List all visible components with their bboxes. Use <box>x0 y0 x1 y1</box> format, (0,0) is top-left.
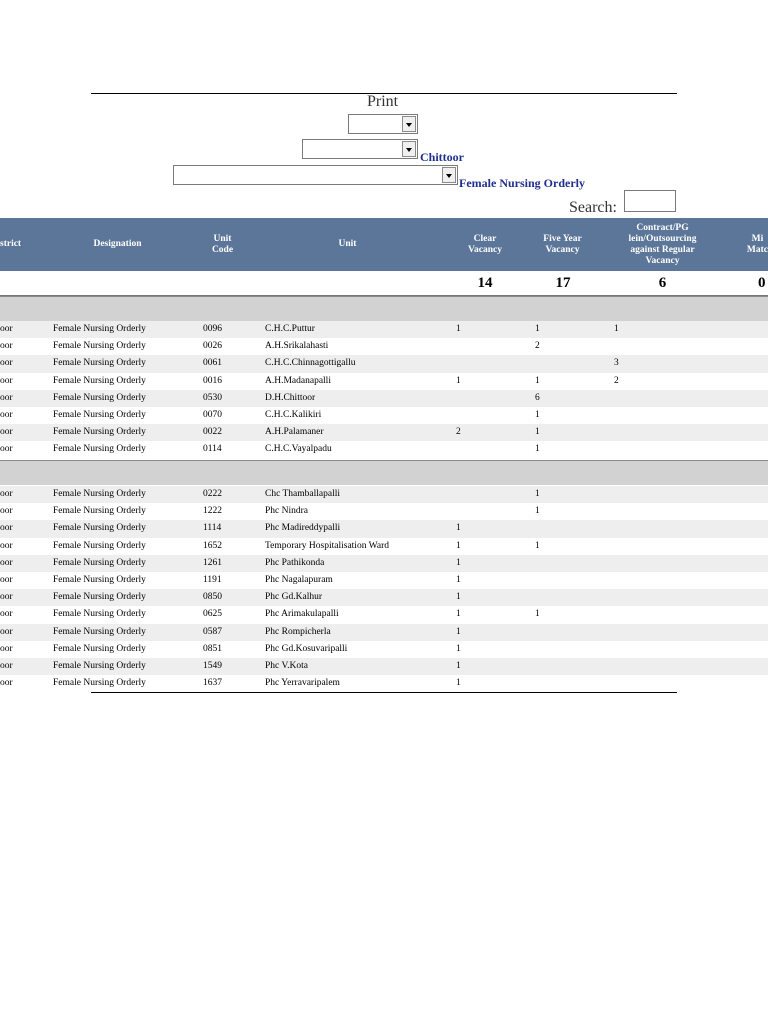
total-contract-vacancy: 6 <box>658 275 667 291</box>
chevron-down-icon[interactable] <box>402 141 416 157</box>
cell-contract: 2 <box>614 375 619 386</box>
cell-clear: 1 <box>456 643 461 654</box>
cell-unit: Chc Thamballapalli <box>265 489 341 499</box>
table-row <box>0 390 768 407</box>
cell-designation: Female Nursing Orderly <box>53 444 146 455</box>
cell-designation: Female Nursing Orderly <box>53 609 146 620</box>
cell-code: 0625 <box>203 609 222 620</box>
cell-designation: Female Nursing Orderly <box>53 678 146 689</box>
header-unit-code[interactable]: Unit Code <box>211 233 234 255</box>
cell-district: oor <box>0 678 13 689</box>
group-header-row <box>0 296 768 321</box>
cell-code: 1549 <box>203 661 222 671</box>
cell-unit: C.H.C.Puttur <box>265 324 315 334</box>
cell-designation: Female Nursing Orderly <box>53 592 146 603</box>
cell-unit: C.H.C.Vayalpadu <box>265 444 332 455</box>
table-row <box>0 555 768 572</box>
cell-unit: Phc Gd.Kalhur <box>265 592 322 603</box>
cell-clear: 1 <box>456 626 461 637</box>
header-designation[interactable]: Designation <box>93 239 142 249</box>
cell-code: 0851 <box>203 643 222 654</box>
cell-unit: A.H.Srikalahasti <box>265 341 329 352</box>
table-row <box>0 520 768 537</box>
cell-unit: Phc V.Kota <box>265 661 308 671</box>
cell-five: 6 <box>535 392 540 403</box>
cell-code: 0222 <box>203 489 222 499</box>
cell-designation: Female Nursing Orderly <box>53 575 146 585</box>
cell-district: oor <box>0 592 13 603</box>
print-link[interactable]: Print <box>367 93 399 110</box>
cell-contract: 1 <box>614 324 619 334</box>
cell-clear: 1 <box>456 678 461 689</box>
header-clear-vacancy[interactable]: Clear Vacancy <box>468 233 502 255</box>
cell-district: oor <box>0 444 13 455</box>
header-contract-vacancy[interactable]: Contract/PG lein/Outsourcing against Regular Vacancy <box>628 222 697 266</box>
cell-unit: A.H.Madanapalli <box>265 375 331 386</box>
cell-unit: C.H.C.Chinnagottigallu <box>265 358 356 369</box>
table-row <box>0 658 768 675</box>
cell-designation: Female Nursing Orderly <box>53 540 146 551</box>
district-selected-label: Chittoor <box>420 150 464 164</box>
cell-designation: Female Nursing Orderly <box>53 427 146 438</box>
cell-district: oor <box>0 557 13 568</box>
cell-code: 1652 <box>203 540 222 551</box>
cell-five: 1 <box>535 489 540 499</box>
total-mi-matc: 0 <box>758 275 766 291</box>
header-five-year-vacancy[interactable]: Five Year Vacancy <box>543 233 582 255</box>
cell-designation: Female Nursing Orderly <box>53 341 146 352</box>
table-row <box>0 503 768 520</box>
table-row <box>0 641 768 658</box>
cell-unit: Phc Yerravaripalem <box>265 678 340 689</box>
header-unit[interactable]: Unit <box>338 239 357 249</box>
cell-code: 1222 <box>203 506 222 517</box>
cell-unit: Phc Nindra <box>265 506 309 517</box>
cell-district: oor <box>0 523 13 534</box>
cell-district: oor <box>0 626 13 637</box>
cell-unit: Phc Nagalapuram <box>265 575 333 585</box>
cell-code: 0850 <box>203 592 222 603</box>
cell-five: 1 <box>535 609 540 620</box>
cell-district: oor <box>0 410 13 420</box>
cell-clear: 1 <box>456 523 461 534</box>
search-input[interactable] <box>624 190 676 212</box>
cell-clear: 1 <box>456 540 461 551</box>
table-row <box>0 538 768 555</box>
cell-unit: Phc Arimakulapalli <box>265 609 339 620</box>
cell-unit: Phc Rompicherla <box>265 626 331 637</box>
cell-clear: 1 <box>456 557 461 568</box>
table-row <box>0 675 768 692</box>
total-clear-vacancy: 14 <box>477 275 493 291</box>
cell-five: 1 <box>535 506 540 517</box>
cell-code: 1637 <box>203 678 222 689</box>
cell-code: 0022 <box>203 427 222 438</box>
district-select[interactable] <box>302 139 418 159</box>
cell-five: 1 <box>535 375 540 386</box>
cell-clear: 1 <box>456 324 461 334</box>
cell-clear: 1 <box>456 661 461 671</box>
table-header <box>0 218 768 271</box>
cell-district: oor <box>0 575 13 585</box>
cell-designation: Female Nursing Orderly <box>53 643 146 654</box>
cell-code: 0061 <box>203 358 222 369</box>
cell-clear: 1 <box>456 375 461 386</box>
cell-unit: D.H.Chittoor <box>265 392 316 403</box>
cell-five: 1 <box>535 324 540 334</box>
cell-district: oor <box>0 489 13 499</box>
cell-district: oor <box>0 427 13 438</box>
search-label: Search: <box>569 199 617 216</box>
cell-clear: 1 <box>456 575 461 585</box>
cell-unit: Phc Madireddypalli <box>265 523 341 534</box>
table-row <box>0 486 768 503</box>
cell-clear: 2 <box>456 427 461 438</box>
cell-code: 1114 <box>203 523 222 534</box>
cell-clear: 1 <box>456 609 461 620</box>
cell-code: 0096 <box>203 324 222 334</box>
cell-designation: Female Nursing Orderly <box>53 358 146 369</box>
cell-code: 0114 <box>203 444 222 455</box>
table-row <box>0 441 768 458</box>
cell-designation: Female Nursing Orderly <box>53 506 146 517</box>
cell-district: oor <box>0 540 13 551</box>
cell-five: 1 <box>535 410 540 420</box>
cell-unit: Temporary Hospitalisation Ward <box>265 540 389 551</box>
cell-designation: Female Nursing Orderly <box>53 392 146 403</box>
table-row <box>0 606 768 623</box>
cell-contract: 3 <box>614 358 619 369</box>
table-row <box>0 373 768 390</box>
year-select[interactable] <box>348 114 418 134</box>
cell-five: 1 <box>535 540 540 551</box>
cell-district: oor <box>0 506 13 517</box>
cell-five: 1 <box>535 444 540 455</box>
table-row <box>0 589 768 606</box>
table-row <box>0 338 768 355</box>
cell-designation: Female Nursing Orderly <box>53 489 146 499</box>
cell-five: 1 <box>535 427 540 438</box>
cell-code: 0070 <box>203 410 222 420</box>
cell-code: 0026 <box>203 341 222 352</box>
group-header-row <box>0 460 768 485</box>
cell-designation: Female Nursing Orderly <box>53 661 146 671</box>
cell-designation: Female Nursing Orderly <box>53 523 146 534</box>
cell-code: 0530 <box>203 392 222 403</box>
totals-row <box>0 271 768 296</box>
cell-designation: Female Nursing Orderly <box>53 324 146 334</box>
total-five-year-vacancy: 17 <box>555 275 571 291</box>
cell-unit: Phc Gd.Kosuvaripalli <box>265 643 348 654</box>
cell-district: oor <box>0 341 13 352</box>
designation-selected-label: Female Nursing Orderly <box>459 176 585 190</box>
cell-district: oor <box>0 643 13 654</box>
cell-designation: Female Nursing Orderly <box>53 410 146 420</box>
cell-unit: Phc Pathikonda <box>265 557 325 568</box>
bottom-rule <box>91 692 677 693</box>
cell-unit: C.H.C.Kalikiri <box>265 410 322 420</box>
cell-district: oor <box>0 324 13 334</box>
table-row <box>0 572 768 589</box>
header-mi-matc[interactable]: Mi Matc <box>746 233 768 255</box>
cell-code: 0587 <box>203 626 222 637</box>
table-row <box>0 624 768 641</box>
cell-district: oor <box>0 661 13 671</box>
header-district[interactable]: strict <box>0 239 22 249</box>
cell-designation: Female Nursing Orderly <box>53 557 146 568</box>
cell-designation: Female Nursing Orderly <box>53 375 146 386</box>
chevron-down-icon[interactable] <box>402 116 416 132</box>
cell-designation: Female Nursing Orderly <box>53 626 146 637</box>
cell-unit: A.H.Palamaner <box>265 427 324 438</box>
cell-district: oor <box>0 392 13 403</box>
cell-code: 1261 <box>203 557 222 568</box>
cell-clear: 1 <box>456 592 461 603</box>
designation-select[interactable] <box>173 165 458 185</box>
table-row <box>0 407 768 424</box>
chevron-down-icon[interactable] <box>442 167 456 183</box>
cell-district: oor <box>0 609 13 620</box>
cell-district: oor <box>0 358 13 369</box>
cell-district: oor <box>0 375 13 386</box>
cell-code: 0016 <box>203 375 222 386</box>
table-row <box>0 424 768 441</box>
table-row <box>0 321 768 338</box>
cell-five: 2 <box>535 341 540 352</box>
cell-code: 1191 <box>203 575 222 585</box>
table-row <box>0 355 768 372</box>
